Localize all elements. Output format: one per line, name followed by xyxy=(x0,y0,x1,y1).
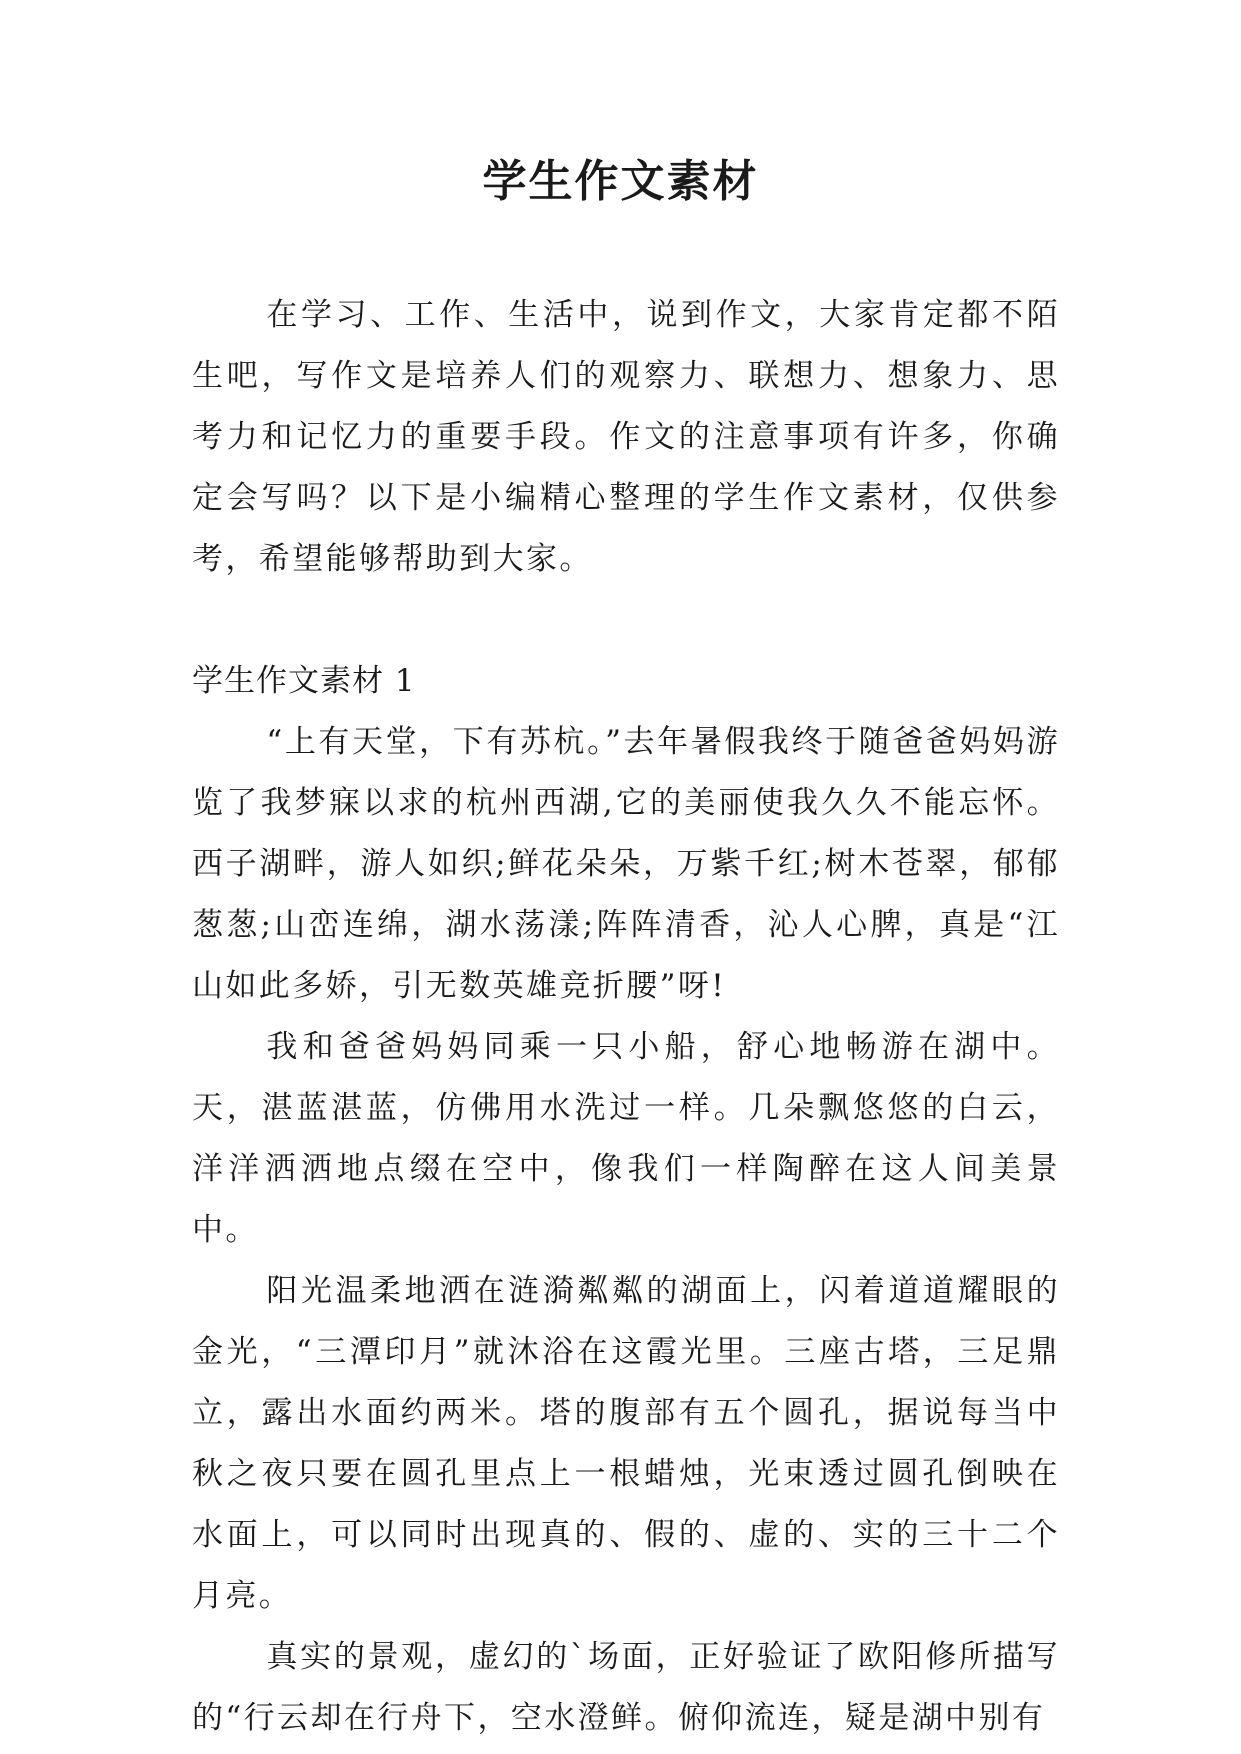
body-paragraph-3: 阳光温柔地洒在涟漪粼粼的湖面上，闪着道道耀眼的金光，“三潭印月”就沐浴在这霞光里。三座古塔，三足鼎立，露出水面约两米。塔的腹部有五个圆孔，据说每当中秋之夜只要在圆孔里点上一根蜡烛，光束透过圆孔倒映在水面上，可以同时出现真的、假的、虚的、实的三十二个月亮。 xyxy=(192,1273,1060,1614)
intro-paragraph: 在学习、工作、生活中，说到作文，大家肯定都不陌生吧，写作文是培养人们的观察力、联想力、想象力、思考力和记忆力的重要手段。作文的注意事项有许多，你确定会写吗？以下是小编精心整理的学生作文素材，仅供参考，希望能够帮助到大家。 xyxy=(192,297,1060,577)
body-paragraph-1: “上有天堂，下有苏杭。”去年暑假我终于随爸爸妈妈游览了我梦寐以求的杭州西湖,它的美丽使我久久不能忘怀。西子湖畔，游人如织;鲜花朵朵，万紫千红;树木苍翠，郁郁葱葱;山峦连绵，湖水荡漾;阵阵清香，沁人心脾，真是“江山如此多娇，引无数英雄竞折腰”呀! xyxy=(192,724,1060,1004)
body-paragraph-4: 真实的景观，虚幻的`场面，正好验证了欧阳修所描写的“行云却在行舟下，空水澄鲜。俯仰流连，疑是湖中别有 xyxy=(192,1639,1060,1736)
document-title: 学生作文素材 xyxy=(482,156,759,207)
document-body xyxy=(192,285,1060,1749)
paragraph-spacer xyxy=(192,590,1060,651)
body-paragraph-2: 我和爸爸妈妈同乘一只小船，舒心地畅游在湖中。天，湛蓝湛蓝，仿佛用水洗过一样。几朵飘悠悠的白云，洋洋洒洒地点缀在空中，像我们一样陶醉在这人间美景中。 xyxy=(192,1029,1060,1248)
section-heading: 学生作文素材 1 xyxy=(192,663,416,699)
